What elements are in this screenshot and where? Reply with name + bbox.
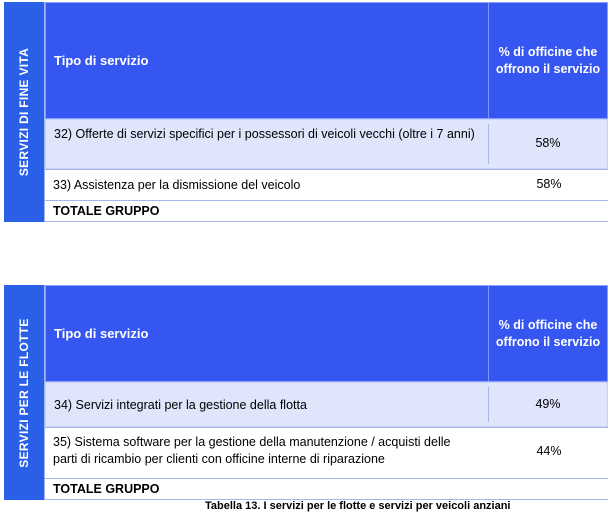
services-table [45, 285, 608, 500]
section-side-label [4, 285, 45, 500]
row-percentage: 49% [535, 397, 561, 411]
services-table [45, 2, 608, 222]
header-percentage: % di officine che offrono il servizio [488, 3, 607, 118]
table-total-row [45, 478, 608, 500]
row-service-text: 35) Sistema software per la gestione della manutenzione / acquisti delle parti di ricambio per clienti con officine interne di riparazione [53, 435, 451, 466]
header-service-type: Tipo di servizio [54, 326, 149, 341]
section-title: SERVIZI PER LE FLOTTE [17, 317, 31, 468]
table-row [45, 169, 608, 200]
table-row [45, 382, 608, 427]
total-label: TOTALE GRUPPO [53, 482, 160, 496]
table-header [45, 285, 608, 382]
row-service-text: 32) Offerte di servizi specifici per i possessori di veicoli vecchi (oltre i 7 anni) [54, 127, 475, 141]
table-caption: Tabella 13. I servizi per le flotte e servizi per veicoli anziani [205, 500, 511, 512]
row-service-text: 33) Assistenza per la dismissione del veicolo [53, 178, 301, 192]
table-block-end-of-life [4, 2, 608, 222]
table-block-fleets [4, 285, 608, 500]
header-service-type: Tipo di servizio [54, 53, 149, 68]
table-header [45, 2, 608, 119]
table-row [45, 119, 608, 169]
section-title: SERVIZI DI FINE VITA [17, 47, 31, 177]
row-service-text: 34) Servizi integrati per la gestione della flotta [54, 398, 307, 412]
row-percentage: 58% [536, 177, 562, 191]
table-row [45, 427, 608, 478]
row-percentage: 44% [536, 444, 562, 458]
header-percentage: % di officine che offrono il servizio [488, 286, 607, 381]
section-side-label [4, 2, 45, 222]
row-percentage: 58% [535, 136, 561, 150]
table-total-row [45, 200, 608, 222]
total-label: TOTALE GRUPPO [53, 204, 160, 218]
